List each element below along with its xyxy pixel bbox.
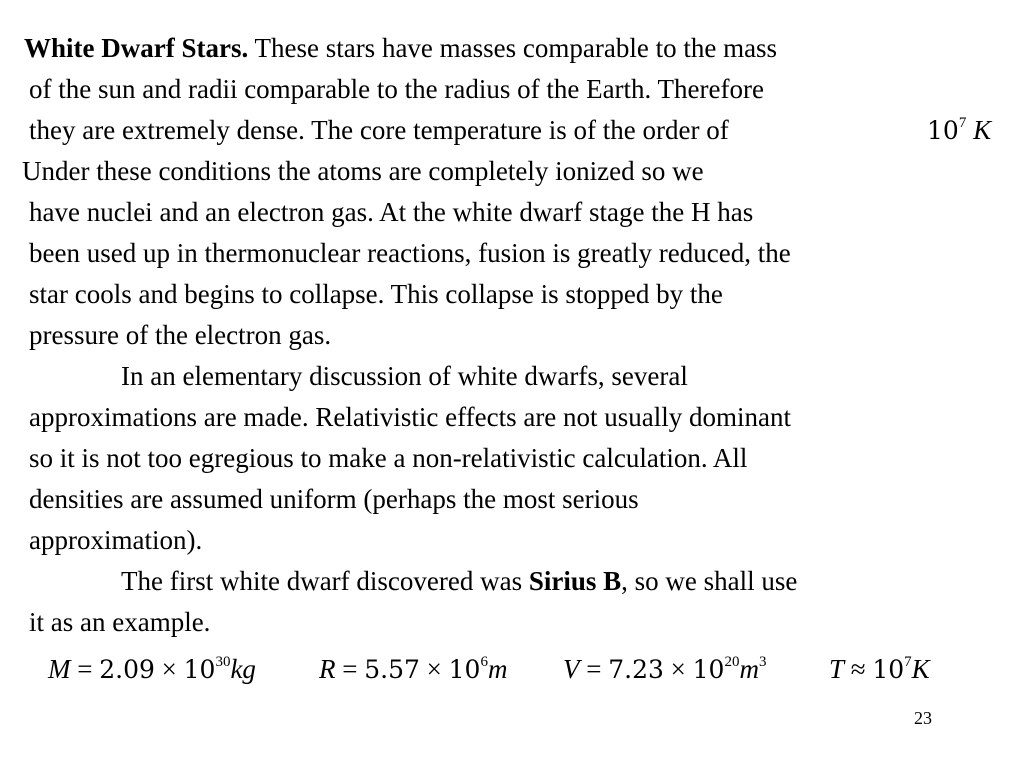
- volume-mantissa: 7.23: [608, 655, 664, 684]
- radius-exponent: 6: [480, 654, 488, 670]
- paragraph2-line4: densities are assumed uniform (perhaps the most serious: [29, 484, 639, 514]
- paragraph1-line4: Under these conditions the atoms are completely ionized so we: [22, 156, 704, 186]
- paragraph3-text-end: , so we shall use: [621, 566, 798, 596]
- sirius-b-parameters: [0, 652, 1024, 688]
- mass-base: 10: [183, 655, 216, 684]
- paragraph2-line2: approximations are made. Relativistic effects are not usually dominant: [29, 402, 792, 432]
- volume-unit-exponent: 3: [758, 654, 767, 670]
- radius-base: 10: [448, 655, 481, 684]
- volume-exponent: 20: [724, 654, 740, 670]
- temperature-exponent: 7: [958, 115, 967, 131]
- paragraph2-line1: In an elementary discussion of white dwarfs, several: [121, 361, 688, 391]
- temperature-eq-base: 10: [872, 655, 905, 684]
- temperature-approx: ≈: [844, 654, 873, 684]
- paragraph1-line1: [24, 32, 777, 64]
- page-number: 23: [914, 708, 932, 728]
- paragraph1-line3: they are extremely dense. The core temperature is of the order of: [29, 115, 729, 145]
- mass-symbol: M: [48, 654, 71, 684]
- temperature-symbol: T: [829, 654, 845, 684]
- radius-times: ×: [419, 654, 449, 684]
- mass-mantissa: 2.09: [99, 655, 155, 684]
- radius-symbol: R: [319, 654, 336, 684]
- paragraph2-line5: approximation).: [29, 525, 203, 555]
- temperature-eq-exponent: 7: [904, 654, 912, 670]
- paragraph3-line1: [121, 565, 797, 597]
- paragraph3-text-start: The first white dwarf discovered was: [121, 566, 529, 596]
- mass-times: ×: [154, 654, 184, 684]
- mass-equation: [48, 652, 256, 687]
- radius-equals: =: [335, 654, 365, 684]
- mass-unit: kg: [230, 654, 256, 684]
- core-temperature-value: [927, 114, 991, 147]
- sirius-b-label: Sirius B: [528, 566, 622, 596]
- paragraph1-line7: star cools and begins to collapse. This collapse is stopped by the: [29, 279, 723, 309]
- paragraph1-line2: of the sun and radii comparable to the radius of the Earth. Therefore: [29, 74, 764, 104]
- paragraph1-line6: been used up in thermonuclear reactions, fusion is greatly reduced, the: [29, 238, 791, 268]
- temperature-base: 10: [927, 116, 959, 145]
- volume-unit: m: [739, 654, 759, 684]
- volume-times: ×: [663, 654, 693, 684]
- mass-exponent: 30: [215, 654, 231, 670]
- paragraph1-line8: pressure of the electron gas.: [29, 320, 332, 350]
- temperature-eq-unit: K: [911, 654, 930, 684]
- radius-unit: m: [487, 654, 508, 684]
- temperature-equation: [829, 652, 930, 687]
- volume-equals: =: [579, 654, 609, 684]
- section-heading: White Dwarf Stars.: [24, 33, 249, 63]
- paragraph1-line1-text: These stars have masses comparable to the mass: [248, 33, 778, 63]
- paragraph2-line3: so it is not too egregious to make a non-relativistic calculation. All: [29, 443, 748, 473]
- radius-mantissa: 5.57: [364, 655, 420, 684]
- volume-base: 10: [692, 655, 725, 684]
- temperature-unit: K: [973, 115, 992, 145]
- paragraph3-line2: it as an example.: [29, 607, 211, 637]
- mass-equals: =: [70, 654, 100, 684]
- volume-equation: [563, 652, 766, 687]
- paragraph1-line5: have nuclei and an electron gas. At the white dwarf stage the H has: [29, 197, 754, 227]
- radius-equation: [319, 652, 507, 687]
- volume-symbol: V: [563, 654, 580, 684]
